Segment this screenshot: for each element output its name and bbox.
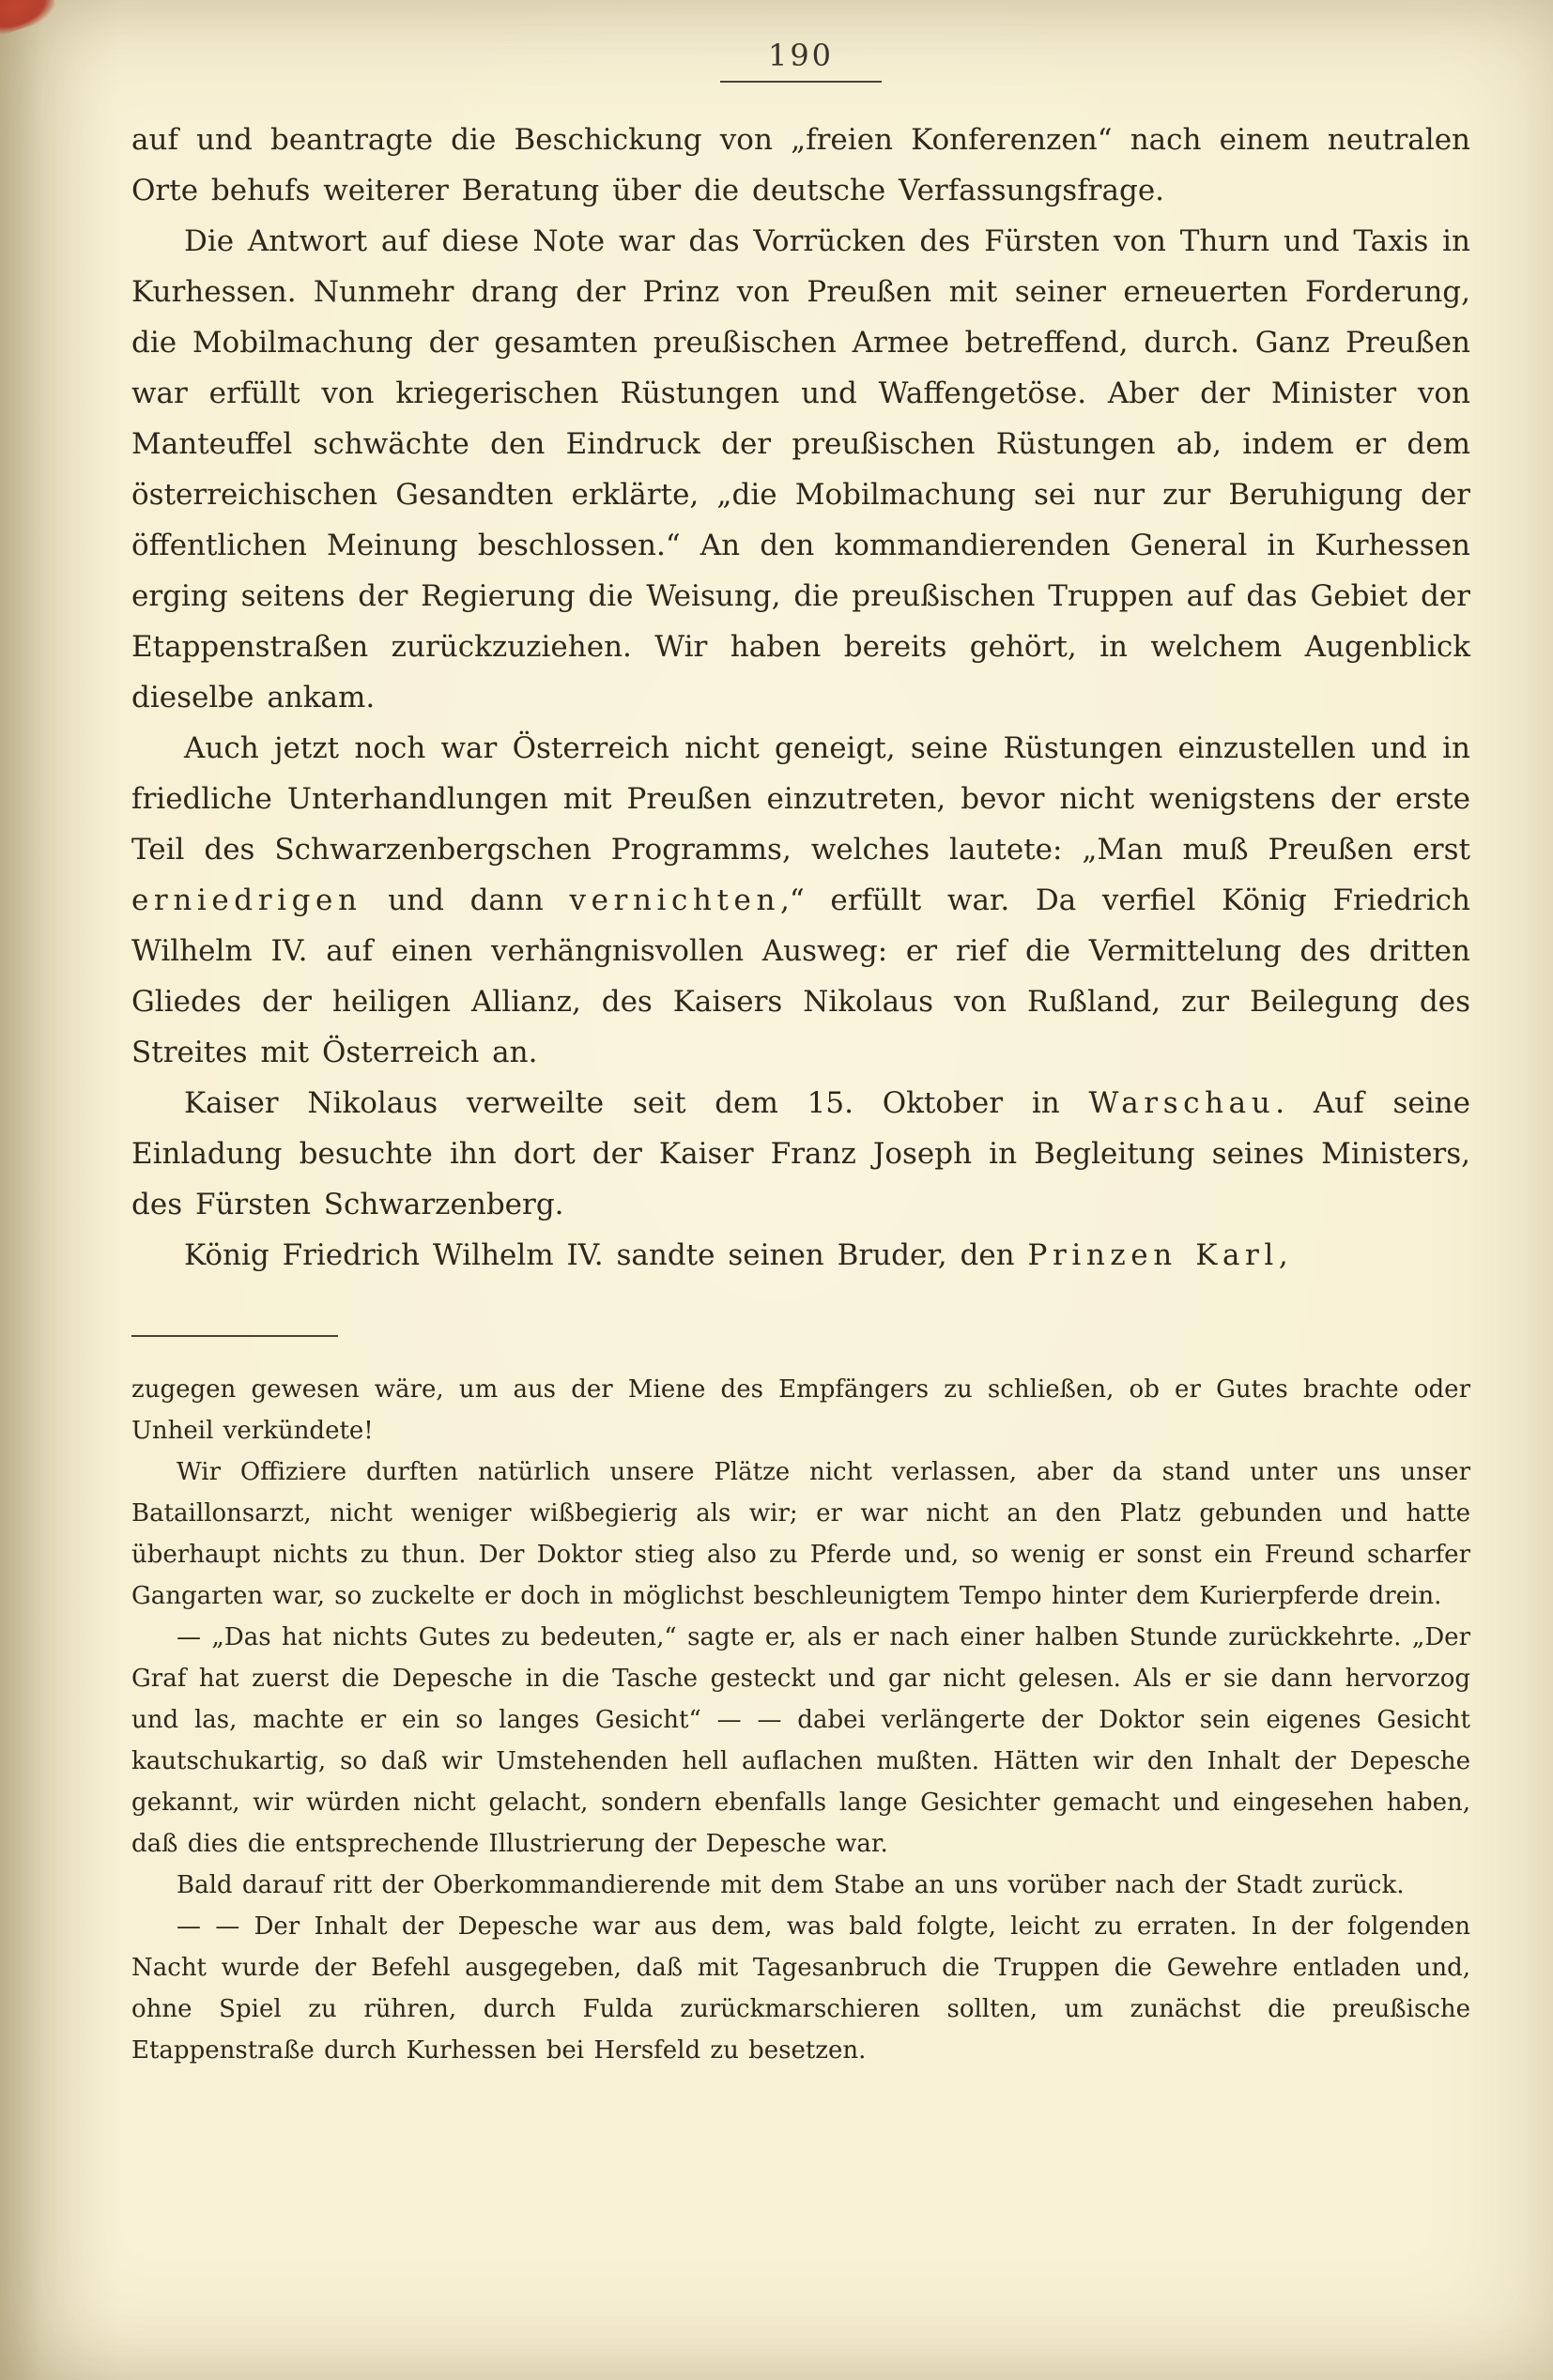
footnote-paragraph [131,1906,1470,2071]
main-paragraph [131,216,1470,723]
footnote-paragraph [131,1369,1470,1451]
text-run: Wir Offiziere durften natürlich unsere Plätze nicht verlassen, aber da stand unter uns unser Bataillonsarzt, nicht weniger wißbegierig als wir; er war nicht an den Platz gebunden und hatte überhaupt nichts zu thun. Der Doktor stieg also zu Pferde und, so wenig er sonst ein Freund scharfer Gangarten war, so zuckelte er doch in möglichst beschleunigtem Tempo hinter dem Kurierpferde drein. [131,1458,1470,1610]
main-paragraph [131,723,1470,1078]
page-number: 190 [767,38,835,73]
text-run: und dann [361,883,570,917]
text-run: zugegen gewesen wäre, um aus der Miene des Empfängers zu schließen, ob er Gutes brachte oder Unheil verkündete! [131,1375,1470,1445]
footnotes [131,1369,1470,2071]
text-run: Auch jetzt noch war Österreich nicht geneigt, seine Rüstungen einzustellen und in friedliche Unterhandlungen mit Preußen einzutreten, bevor nicht wenigstens der erste Teil des Schwarzenbergschen Programms, welches lautete: „Man muß Preußen erst [131,731,1470,867]
page-header [131,38,1470,83]
text-run: erniedrigen [131,883,362,917]
text-run: Kaiser Nikolaus verweilte seit dem 15. Oktober in [184,1086,1089,1120]
footnote-separator [131,1335,338,1337]
footnote-paragraph [131,1865,1470,1906]
text-run: Die Antwort auf diese Note war das Vorrücken des Fürsten von Thurn und Taxis in Kurhessen. Nunmehr drang der Prinz von Preußen mit seiner erneuerten Forderung, die Mobilmachung der gesamten preußischen Armee betreffend, durch. Ganz Preußen war erfüllt von kriegerischen Rüstungen und Waffengetöse. Aber der Minister von Manteuffel schwächte den Eindruck der preußischen Rüstungen ab, indem er dem österreichischen Gesandten erklärte, „die Mobilmachung sei nur zur Beruhigung der öffentlichen Meinung beschlossen.“ An den kommandierenden General in Kurhessen erging seitens der Regierung die Weisung, die preußischen Truppen auf das Gebiet der Etappenstraßen zurückzuziehen. Wir haben bereits gehört, in welchem Augenblick dieselbe ankam. [131,224,1471,714]
footnote-paragraph [131,1451,1470,1617]
text-run: — „Das hat nichts Gutes zu bedeuten,“ sagte er, als er nach einer halben Stunde zurückkehrte. „Der Graf hat zuerst die Depesche in die Tasche gesteckt und gar nicht gelesen. Als er sie dann hervorzog und las, machte er ein so langes Gesicht“ — — dabei verlängerte der Doktor sein eigenes Gesicht kautschukartig, so daß wir Umstehenden hell auflachen mußten. Hätten wir den Inhalt der Depesche gekannt, wir würden nicht gelacht, sondern ebenfalls lange Gesichter gemacht und eingesehen haben, daß dies die entsprechende Illustrierung der Depesche war. [131,1623,1470,1858]
page-number-rule [720,81,882,83]
main-paragraph [131,1078,1470,1230]
main-paragraph [131,1230,1470,1281]
text-run: . Auf seine Einladung besuchte ihn dort der Kaiser Franz Joseph in Begleitung seines Ministers, des Fürsten Schwarzenberg. [131,1086,1470,1221]
text-run: Bald darauf ritt der Oberkommandierende mit dem Stabe an uns vorüber nach der Stadt zurück. [177,1871,1405,1899]
text-run: Prinzen Karl [1027,1238,1279,1272]
red-corner-scan-artifact [0,0,59,41]
text-run: — — Der Inhalt der Depesche war aus dem, was bald folgte, leicht zu erraten. In der folgenden Nacht wurde der Befehl ausgegeben, daß mit Tagesanbruch die Truppen die Gewehre entladen und, ohne Spiel zu rühren, durch Fulda zurückmarschieren sollten, um zunächst die preußische Etappenstraße durch Kurhessen bei Hersfeld zu besetzen. [131,1912,1470,2065]
text-run: vernichten [569,883,780,917]
text-run: Warschau [1088,1086,1276,1120]
text-run: König Friedrich Wilhelm IV. sandte seinen Bruder, den [184,1238,1028,1272]
text-run: ,“ erfüllt war. Da verfiel König Friedrich Wilhelm IV. auf einen verhängnisvollen Ausweg: er rief die Vermittelung des dritten Gliedes der heiligen Allianz, des Kaisers Nikolaus von Rußland, zur Beilegung des Streites mit Österreich an. [131,883,1470,1069]
main-text [131,115,1470,1281]
text-run: auf und beantragte die Beschickung von „freien Konferenzen“ nach einem neutralen Orte behufs weiterer Beratung über die deutsche Verfassungsfrage. [131,123,1470,207]
text-run: , [1278,1238,1288,1272]
footnote-paragraph [131,1617,1470,1865]
main-paragraph [131,115,1470,216]
